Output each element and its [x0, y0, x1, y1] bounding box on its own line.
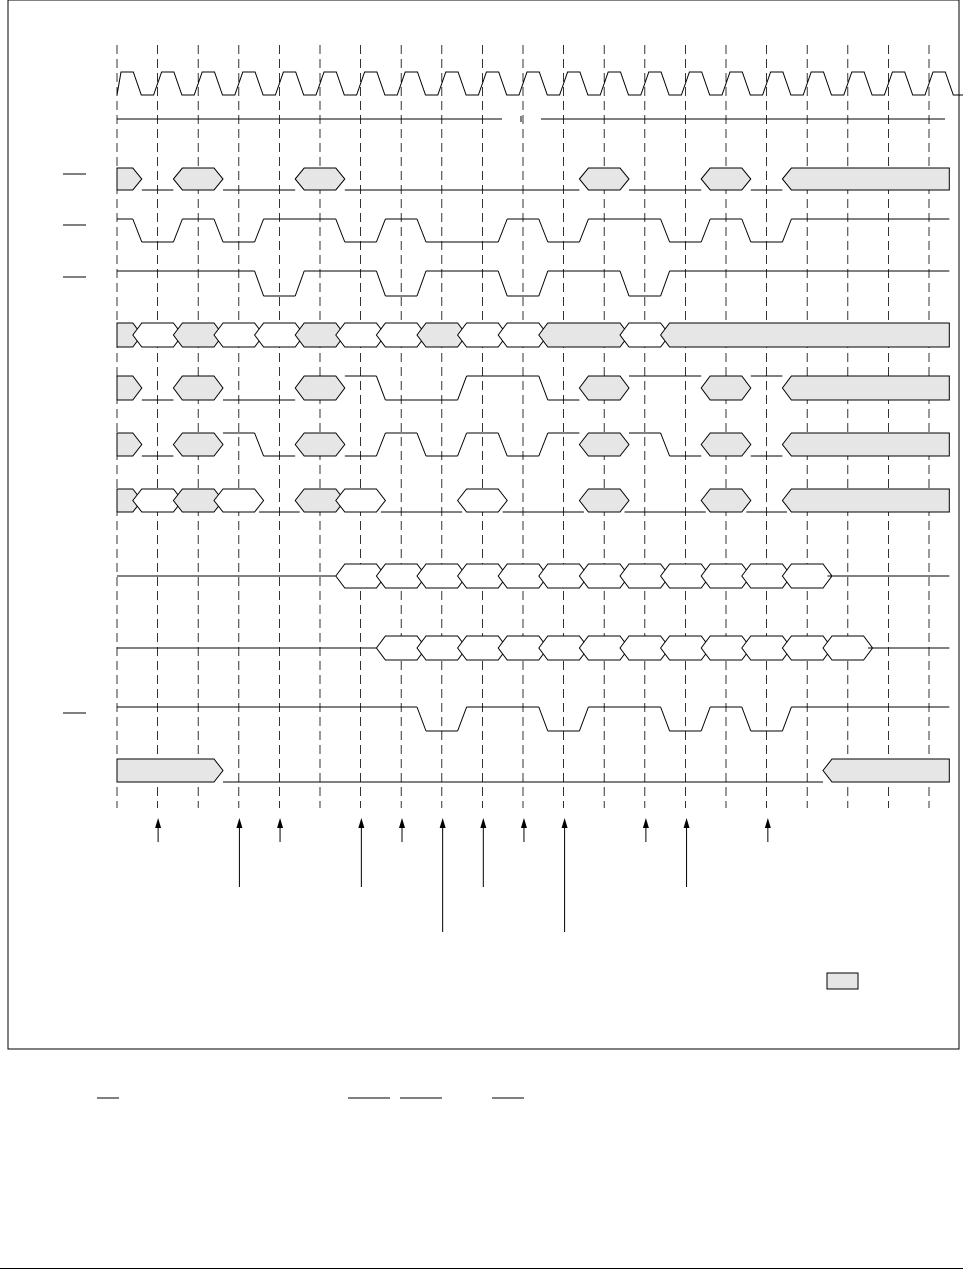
signal-s10-edge — [782, 707, 791, 731]
bus-data-2-valid-data — [823, 636, 873, 660]
signal-s11-dont-care — [117, 759, 223, 782]
signal-s6-dont-care — [782, 433, 949, 456]
diagram-frame — [8, 0, 959, 1049]
signal-s6-edge — [498, 433, 507, 456]
bus-address-dont-care — [539, 323, 629, 347]
signal-s2-edge — [498, 219, 507, 242]
signal-s10 — [117, 707, 949, 731]
event-marker-arrowhead — [480, 818, 486, 828]
signal-s5-edge — [458, 376, 467, 400]
bus-s7-dont-care — [701, 489, 751, 512]
legend-dont-care-swatch — [827, 973, 858, 989]
bus-s7-valid-data — [336, 489, 386, 512]
event-marker-arrowhead — [562, 818, 568, 828]
event-marker-arrowhead — [399, 818, 405, 828]
legend — [827, 973, 858, 989]
event-marker-arrowhead — [521, 818, 527, 828]
signal-s10-edge — [539, 707, 548, 731]
signal-s11-dont-care — [823, 759, 949, 782]
signal-s10-edge — [661, 707, 670, 731]
bus-s7-dont-care — [579, 489, 629, 512]
signal-s5-edge — [376, 376, 385, 400]
signal-s2-edge — [255, 219, 264, 242]
signal-s5-dont-care — [782, 376, 949, 400]
event-marker-arrowhead — [643, 818, 649, 828]
bus-data-1-valid-data — [782, 564, 832, 588]
event-marker-arrowhead — [684, 818, 690, 828]
signal-s5-dont-care — [117, 376, 142, 400]
bus-data-1 — [117, 564, 949, 588]
event-marker-arrowhead — [277, 818, 283, 828]
signal-s1-dont-care — [173, 168, 223, 190]
signal-s2-edge — [376, 219, 385, 242]
signal-s3-edge — [255, 271, 264, 296]
signal-s10-edge — [579, 707, 588, 731]
signal-s3-edge — [498, 271, 507, 296]
signal-s6-dont-care — [117, 433, 142, 456]
signal-s6-edge — [255, 433, 264, 456]
signal-s1 — [117, 168, 949, 190]
signal-s1-dont-care — [701, 168, 751, 190]
signal-s5-dont-care — [701, 376, 751, 400]
signal-s6-edge — [661, 433, 670, 456]
signal-s6 — [117, 433, 949, 456]
bus-data-2 — [117, 636, 949, 660]
signal-s3-edge — [376, 271, 385, 296]
bus-address — [117, 323, 949, 347]
event-marker-arrowhead — [358, 818, 364, 828]
bus-s7-dont-care — [782, 489, 949, 512]
signal-s3-edge — [620, 271, 629, 296]
event-marker-arrowhead — [236, 818, 242, 828]
bus-s7-valid-data — [214, 489, 264, 512]
signal-s2-edge — [417, 219, 426, 242]
signal-s1-dont-care — [782, 168, 949, 190]
signal-s2-edge — [336, 219, 345, 242]
event-markers — [155, 818, 771, 932]
event-marker-arrowhead — [155, 818, 161, 828]
signal-s10-edge — [458, 707, 467, 731]
signal-s11 — [117, 759, 949, 782]
signal-s2-edge — [661, 219, 670, 242]
bus-address-dont-care — [661, 323, 950, 347]
signal-s6-dont-care — [579, 433, 629, 456]
signal-s6-dont-care — [701, 433, 751, 456]
clock-gridlines — [117, 45, 963, 808]
signal-s10-edge — [417, 707, 426, 731]
signal-s2-edge — [173, 219, 182, 242]
signal-s5 — [117, 376, 949, 400]
signal-s1-dont-care — [295, 168, 345, 190]
signal-s2-edge — [782, 219, 791, 242]
event-marker-arrowhead — [440, 818, 446, 828]
signal-s2-edge — [742, 219, 751, 242]
clock-waveform — [117, 72, 963, 95]
signal-s6-edge — [417, 433, 426, 456]
bus-s7-valid-data — [458, 489, 508, 512]
event-marker-arrowhead — [765, 818, 771, 828]
signal-s3-edge — [539, 271, 548, 296]
signal-s1-dont-care — [117, 168, 142, 190]
signal-s2-edge — [214, 219, 223, 242]
signal-s6-dont-care — [173, 433, 223, 456]
signal-s2 — [117, 219, 949, 242]
signal-s10-edge — [742, 707, 751, 731]
signal-s5-dont-care — [295, 376, 345, 400]
signal-s3-edge — [417, 271, 426, 296]
signal-s6-edge — [376, 433, 385, 456]
signal-s6-dont-care — [295, 433, 345, 456]
signal-s2-edge — [133, 219, 142, 242]
signal-s10-edge — [701, 707, 710, 731]
signal-s3 — [117, 271, 949, 296]
signal-s3-edge — [295, 271, 304, 296]
signal-s2-edge — [539, 219, 548, 242]
signal-s2-edge — [701, 219, 710, 242]
signal-s6-edge — [458, 433, 467, 456]
page-footer-rule — [0, 1268, 963, 1269]
signal-s2-edge — [579, 219, 588, 242]
signal-s5-dont-care — [173, 376, 223, 400]
signal-s1-dont-care — [579, 168, 629, 190]
signal-s5-dont-care — [579, 376, 629, 400]
signal-s5-edge — [539, 376, 548, 400]
signal-s6-edge — [539, 433, 548, 456]
signal-s3-edge — [661, 271, 670, 296]
bus-s7 — [117, 489, 949, 512]
